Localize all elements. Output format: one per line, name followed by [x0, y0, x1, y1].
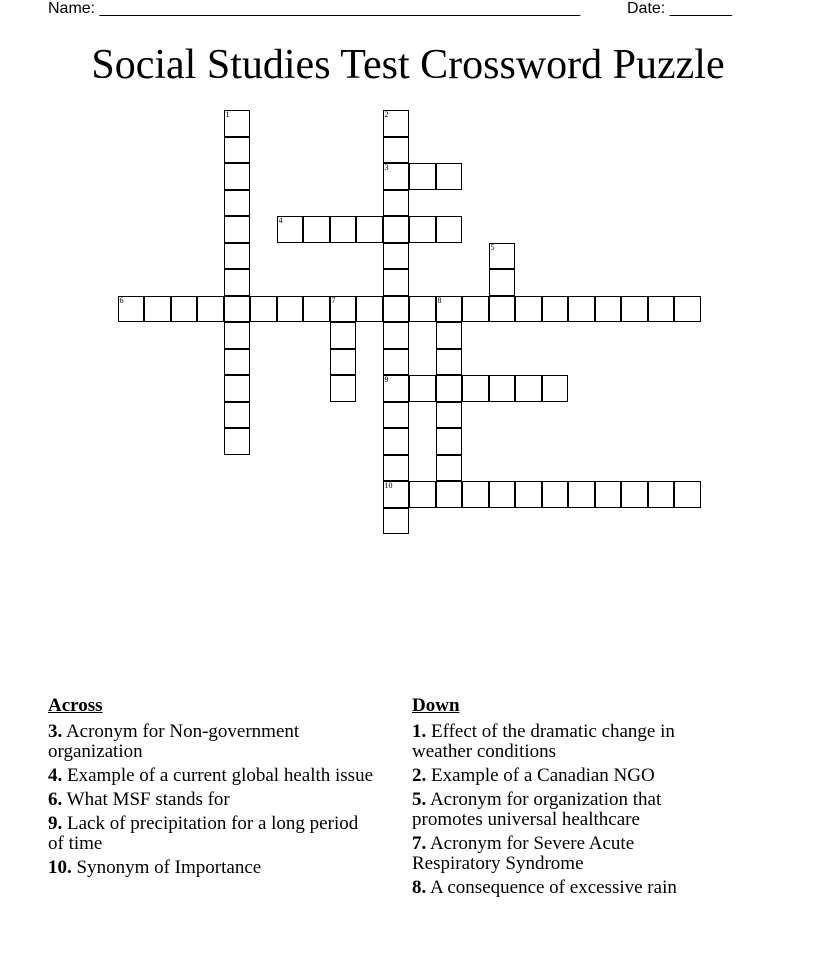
- clue-text: Lack of precipitation for a long period of time: [48, 813, 359, 854]
- crossword-cell[interactable]: [383, 455, 410, 482]
- crossword-cell[interactable]: [224, 190, 251, 217]
- cell-number: 6: [119, 295, 124, 305]
- crossword-cell[interactable]: [489, 243, 516, 270]
- clue-number: 4.: [48, 765, 63, 786]
- crossword-cell[interactable]: [118, 296, 145, 323]
- crossword-cell[interactable]: [436, 349, 463, 376]
- crossword-cell[interactable]: [436, 296, 463, 323]
- date-field-label[interactable]: Date: _______: [627, 0, 732, 17]
- crossword-cell[interactable]: [224, 110, 251, 137]
- crossword-cell[interactable]: [409, 375, 436, 402]
- cell-number: 3: [384, 163, 389, 172]
- cell-number: 1: [225, 110, 230, 119]
- crossword-cell[interactable]: [356, 216, 383, 243]
- crossword-cell[interactable]: [383, 402, 410, 429]
- down-clue: [412, 766, 722, 786]
- down-clue: [412, 722, 722, 762]
- crossword-cell[interactable]: [462, 375, 489, 402]
- crossword-cell[interactable]: [224, 428, 251, 455]
- cell-number: 7: [331, 295, 336, 305]
- crossword-cell[interactable]: [489, 481, 516, 508]
- crossword-cell[interactable]: [515, 296, 542, 323]
- crossword-cell[interactable]: [436, 322, 463, 349]
- clue-text: What MSF stands for: [66, 789, 230, 810]
- crossword-cell[interactable]: [436, 455, 463, 482]
- crossword-cell[interactable]: [224, 296, 251, 323]
- across-clue: [48, 858, 378, 878]
- crossword-cell[interactable]: [515, 375, 542, 402]
- clue-text: Example of a current global health issue: [67, 765, 374, 786]
- crossword-cell[interactable]: [674, 296, 701, 323]
- down-clue: [412, 878, 722, 898]
- crossword-cell[interactable]: [330, 296, 357, 323]
- crossword-cell[interactable]: [409, 216, 436, 243]
- crossword-cell[interactable]: [462, 296, 489, 323]
- name-field-label[interactable]: Name: ______________________________________________________: [48, 0, 581, 17]
- crossword-cell[interactable]: [489, 375, 516, 402]
- clue-number: 9.: [48, 813, 63, 834]
- crossword-cell[interactable]: [330, 322, 357, 349]
- crossword-cell[interactable]: [542, 375, 569, 402]
- crossword-cell[interactable]: [436, 481, 463, 508]
- crossword-cell[interactable]: [542, 296, 569, 323]
- crossword-cell[interactable]: [621, 296, 648, 323]
- crossword-cell[interactable]: [224, 269, 251, 296]
- clue-text: Acronym for organization that promotes universal healthcare: [412, 789, 662, 830]
- clue-text: Acronym for Severe Acute Respiratory Syndrome: [412, 833, 635, 874]
- crossword-cell[interactable]: [383, 508, 410, 535]
- crossword-cell[interactable]: [224, 243, 251, 270]
- crossword-cell[interactable]: [648, 481, 675, 508]
- crossword-cell[interactable]: [568, 296, 595, 323]
- clue-number: 7.: [412, 833, 427, 854]
- clue-text: Acronym for Non-government organization: [48, 721, 300, 762]
- crossword-cell[interactable]: [330, 375, 357, 402]
- crossword-cell[interactable]: [648, 296, 675, 323]
- crossword-cell[interactable]: [383, 322, 410, 349]
- clue-number: 2.: [412, 765, 427, 786]
- clue-number: 8.: [412, 877, 427, 898]
- crossword-cell[interactable]: [330, 349, 357, 376]
- crossword-cell[interactable]: [224, 137, 251, 164]
- crossword-cell[interactable]: [224, 375, 251, 402]
- clue-number: 1.: [412, 721, 427, 742]
- crossword-cell[interactable]: [489, 296, 516, 323]
- crossword-cell[interactable]: [383, 243, 410, 270]
- down-clues: [412, 694, 722, 902]
- crossword-cell[interactable]: [303, 296, 330, 323]
- crossword-cell[interactable]: [224, 216, 251, 243]
- across-clues: [48, 694, 378, 882]
- crossword-cell[interactable]: [436, 402, 463, 429]
- crossword-cell[interactable]: [436, 216, 463, 243]
- crossword-cell[interactable]: [542, 481, 569, 508]
- down-clue: [412, 790, 722, 830]
- crossword-cell[interactable]: [409, 296, 436, 323]
- crossword-cell[interactable]: [436, 163, 463, 190]
- clue-number: 3.: [48, 721, 63, 742]
- clue-number: 5.: [412, 789, 427, 810]
- crossword-cell[interactable]: [383, 269, 410, 296]
- clue-text: Example of a Canadian NGO: [431, 765, 655, 786]
- crossword-cell[interactable]: [277, 296, 304, 323]
- across-heading: Across: [48, 695, 103, 716]
- crossword-cell[interactable]: [383, 190, 410, 217]
- crossword-cell[interactable]: [409, 163, 436, 190]
- across-clue: [48, 766, 378, 786]
- crossword-cell[interactable]: [674, 481, 701, 508]
- crossword-cell[interactable]: [489, 269, 516, 296]
- clue-text: Synonym of Importance: [76, 857, 262, 878]
- crossword-cell[interactable]: [462, 481, 489, 508]
- crossword-cell[interactable]: [515, 481, 542, 508]
- crossword-cell[interactable]: [303, 216, 330, 243]
- crossword-cell[interactable]: [595, 481, 622, 508]
- across-clue: [48, 814, 378, 854]
- crossword-cell[interactable]: [356, 296, 383, 323]
- crossword-cell[interactable]: [277, 216, 304, 243]
- crossword-cell[interactable]: [383, 349, 410, 376]
- crossword-cell[interactable]: [171, 296, 198, 323]
- crossword-cell[interactable]: [383, 481, 410, 508]
- crossword-cell[interactable]: [621, 481, 648, 508]
- down-heading: Down: [412, 695, 460, 716]
- cell-number: 8: [437, 295, 442, 305]
- crossword-cell[interactable]: [383, 296, 410, 323]
- crossword-cell[interactable]: [224, 163, 251, 190]
- cell-number: 5: [490, 242, 495, 252]
- crossword-cell[interactable]: [383, 163, 410, 190]
- clue-number: 10.: [48, 857, 72, 878]
- crossword-cell[interactable]: [224, 322, 251, 349]
- clue-number: 6.: [48, 789, 63, 810]
- crossword-cell[interactable]: [383, 375, 410, 402]
- crossword-cell[interactable]: [409, 481, 436, 508]
- crossword-cell[interactable]: [383, 137, 410, 164]
- crossword-cell[interactable]: [330, 216, 357, 243]
- crossword-cell[interactable]: [250, 296, 277, 323]
- page-title: Social Studies Test Crossword Puzzle: [91, 42, 725, 88]
- crossword-cell[interactable]: [144, 296, 171, 323]
- crossword-cell[interactable]: [224, 349, 251, 376]
- across-clue: [48, 722, 378, 762]
- crossword-cell[interactable]: [436, 375, 463, 402]
- crossword-cell[interactable]: [568, 481, 595, 508]
- crossword-cell[interactable]: [224, 402, 251, 429]
- clue-text: A consequence of excessive rain: [429, 877, 677, 898]
- crossword-cell[interactable]: [383, 216, 410, 243]
- crossword-cell[interactable]: [595, 296, 622, 323]
- clue-text: Effect of the dramatic change in weather conditions: [412, 721, 675, 762]
- cell-number: 9: [384, 375, 389, 384]
- cell-number: 2: [384, 110, 389, 119]
- crossword-cell[interactable]: [197, 296, 224, 323]
- crossword-cell[interactable]: [383, 428, 410, 455]
- crossword-cell[interactable]: [436, 428, 463, 455]
- across-clue: [48, 790, 378, 810]
- cell-number: 4: [278, 216, 283, 225]
- crossword-cell[interactable]: [383, 110, 410, 137]
- cell-number: 10: [384, 481, 393, 490]
- down-clue: [412, 834, 722, 874]
